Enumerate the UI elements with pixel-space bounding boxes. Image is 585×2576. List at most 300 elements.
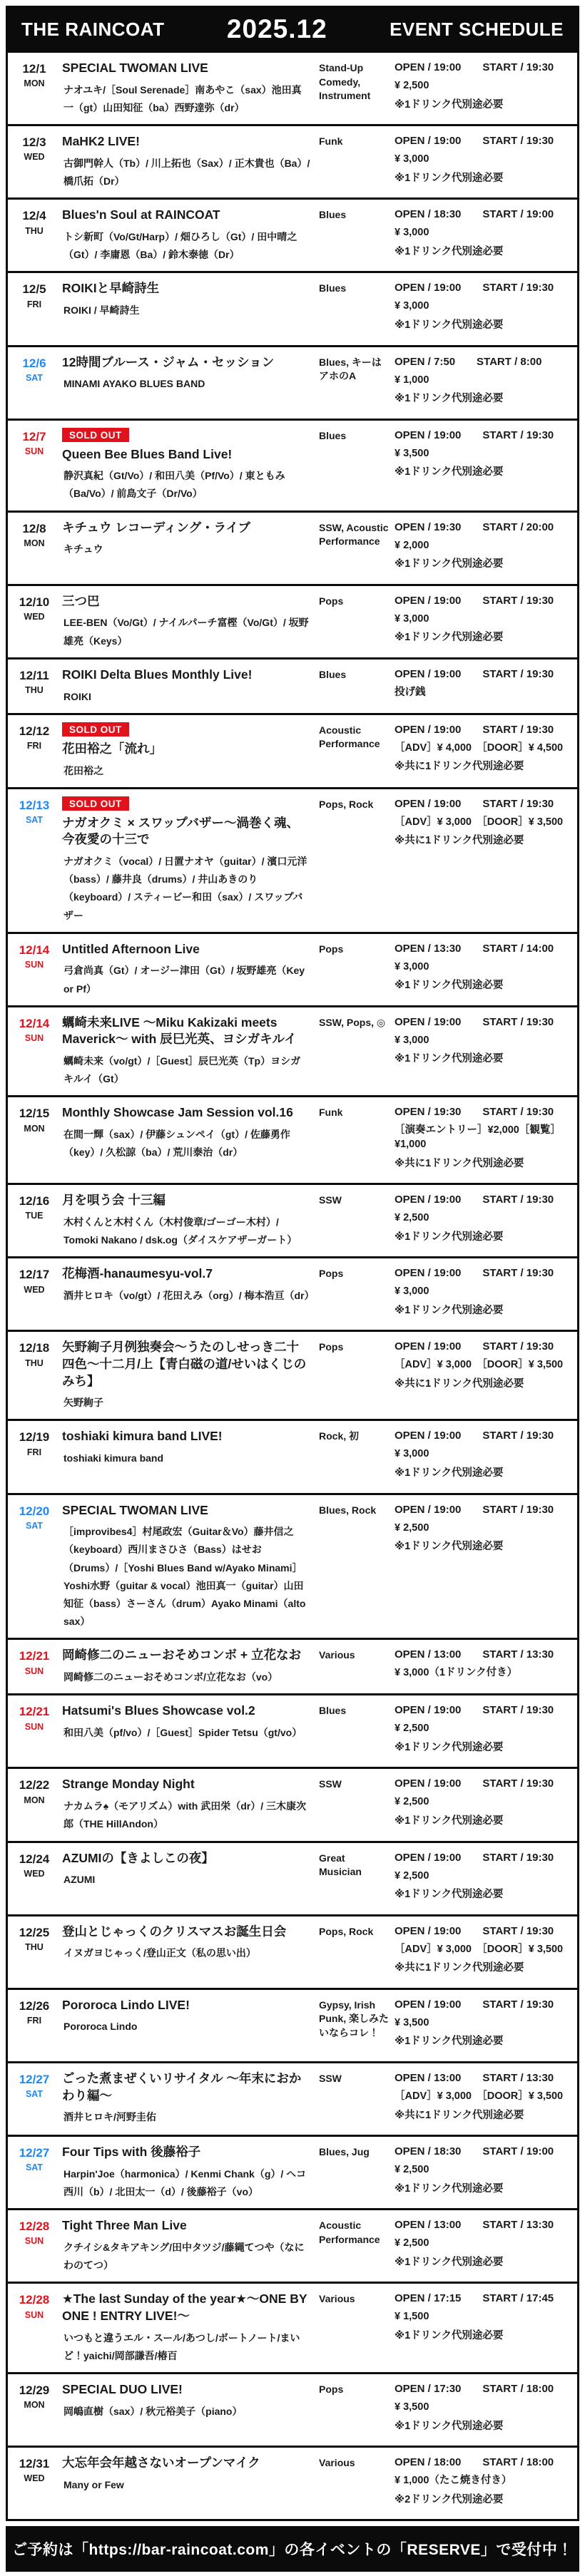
event-times <box>395 61 570 73</box>
event-times <box>395 2145 570 2157</box>
open-time: OPEN / 19:00 <box>395 723 462 736</box>
price-line: ¥ 3,000 <box>395 960 429 973</box>
event-date <box>12 520 56 577</box>
open-time: OPEN / 19:00 <box>395 667 462 680</box>
open-time: OPEN / 19:00 <box>395 429 462 441</box>
price-line: ¥ 3,000 <box>395 227 429 239</box>
open-time: OPEN / 19:00 <box>395 135 462 148</box>
price-lines <box>395 1447 570 1480</box>
weekday-label: SAT <box>25 2089 44 2100</box>
weekday-label: SUN <box>24 959 44 970</box>
open-time: OPEN / 19:30 <box>395 1106 462 1119</box>
event-main <box>56 2217 319 2274</box>
price-lines <box>395 2016 570 2049</box>
price-line: ※1ドリンク代別途必要 <box>395 1304 504 1316</box>
open-time: OPEN / 19:00 <box>395 1998 462 2011</box>
weekday-label: THU <box>25 1358 44 1368</box>
event-times <box>395 1998 570 2011</box>
event-title: Hatsumi's Blues Showcase vol.2 <box>62 1703 255 1718</box>
price-lines <box>395 447 570 480</box>
event-date <box>12 1850 56 1907</box>
event-main <box>56 2455 319 2512</box>
weekday-label: WED <box>24 2473 45 2484</box>
start-time: START / 19:30 <box>482 1998 554 2011</box>
weekday-label: SUN <box>24 2309 44 2320</box>
date-label: 12/6 <box>22 356 46 370</box>
event-times <box>395 1504 570 1516</box>
event-title: SPECIAL TWOMAN LIVE <box>62 1502 208 1517</box>
date-label: 12/20 <box>19 1504 50 1518</box>
start-time: START / 19:30 <box>482 797 554 810</box>
event-genre: Various <box>319 1649 355 1661</box>
date-label: 12/4 <box>22 209 46 223</box>
price-line: ※共に1ドリンク代別途必要 <box>395 1377 524 1390</box>
price-line: ※共に1ドリンク代別途必要 <box>395 1962 524 1974</box>
price-line: ［ADV］¥ 3,000 ［DOOR］¥ 3,500 <box>395 1943 564 1955</box>
event-info <box>395 1850 570 1907</box>
price-line: ※1ドリンク代別途必要 <box>395 2256 504 2268</box>
event-times <box>395 1106 570 1118</box>
date-label: 12/19 <box>19 1430 50 1444</box>
open-time: OPEN / 19:00 <box>395 594 462 607</box>
price-line: ※共に1ドリンク代別途必要 <box>395 835 524 847</box>
event-times <box>395 1340 570 1353</box>
start-time: START / 13:30 <box>482 2071 554 2084</box>
event-main <box>56 60 319 117</box>
price-line: ※1ドリンク代別途必要 <box>395 2036 504 2048</box>
price-line: ※1ドリンク代別途必要 <box>395 1541 504 1553</box>
event-date <box>12 2381 56 2438</box>
open-time: OPEN / 13:00 <box>395 2219 462 2232</box>
event-date <box>12 280 56 337</box>
event-times <box>395 2219 570 2231</box>
weekday-label: FRI <box>26 741 42 751</box>
event-info <box>395 2217 570 2274</box>
event-main <box>56 520 319 577</box>
price-lines <box>395 1211 570 1244</box>
event-performers: ROIKI / 早崎詩生 <box>63 304 140 316</box>
price-line: ¥ 2,000 <box>395 539 429 551</box>
event-performers: 岡崎修二のニューおそめコンボ/立花なお（vo） <box>63 1671 278 1683</box>
event-info <box>395 667 570 706</box>
date-label: 12/29 <box>19 2383 50 2397</box>
open-time: OPEN / 18:30 <box>395 2145 462 2158</box>
date-label: 12/10 <box>19 595 50 609</box>
event-row <box>8 1841 577 1914</box>
weekday-label: MON <box>24 2400 45 2411</box>
event-performers: ナオユキ/［Soul Serenade］南あやこ（sax）池田真一（gt）山田知征（ba）西野達弥（dr） <box>63 83 302 113</box>
event-row <box>8 124 577 197</box>
event-info <box>395 1192 570 1249</box>
event-title: ROIKI Delta Blues Monthly Live! <box>62 667 253 682</box>
event-date <box>12 1104 56 1176</box>
open-time: OPEN / 19:00 <box>395 1851 462 1864</box>
price-line: ※1ドリンク代別途必要 <box>395 98 504 111</box>
event-genre: Pops, Rock <box>319 798 374 810</box>
date-label: 12/26 <box>19 1998 50 2013</box>
event-table <box>6 53 579 2521</box>
event-genre: Blues, Rock <box>319 1504 377 1516</box>
event-info <box>395 1924 570 1981</box>
event-main <box>56 941 319 998</box>
price-line: ¥ 3,500 <box>395 447 429 459</box>
event-title: Strange Monday Night <box>62 1777 195 1792</box>
price-line: ※1ドリンク代別途必要 <box>395 1231 504 1243</box>
event-main <box>56 593 319 650</box>
price-line: ※1ドリンク代別途必要 <box>395 632 504 644</box>
event-row <box>8 1330 577 1419</box>
weekday-label: MON <box>24 1123 45 1134</box>
event-title: SPECIAL DUO LIVE! <box>62 2381 183 2396</box>
event-genre: SSW <box>319 1778 342 1790</box>
event-row <box>8 345 577 419</box>
price-line: ［ADV］¥ 3,000 ［DOOR］¥ 3,500 <box>395 816 564 828</box>
event-times <box>395 429 570 441</box>
price-line: ※1ドリンク代別途必要 <box>395 980 504 992</box>
price-lines <box>395 2401 570 2433</box>
event-title: 花田裕之「流れ」 <box>62 741 162 756</box>
event-date <box>12 1266 56 1323</box>
event-row <box>8 2446 577 2519</box>
price-line: ※1ドリンク代別途必要 <box>395 1815 504 1827</box>
event-info <box>395 428 570 503</box>
start-time: START / 19:30 <box>482 282 554 294</box>
event-main <box>56 2070 319 2128</box>
event-main <box>56 1015 319 1089</box>
event-times <box>395 208 570 220</box>
event-genre: Stand-Up Comedy, Instrument <box>319 62 371 102</box>
price-line: ※1ドリンク代別途必要 <box>395 393 504 405</box>
start-time: START / 20:00 <box>482 520 554 533</box>
price-lines <box>395 686 570 700</box>
event-row <box>8 584 577 657</box>
weekday-label: FRI <box>26 2016 42 2026</box>
weekday-label: THU <box>25 225 44 236</box>
weekday-label: MON <box>24 1795 45 1805</box>
schedule-month: 2025.12 <box>226 14 327 43</box>
price-lines <box>395 816 570 848</box>
price-line: ※1ドリンク代別途必要 <box>395 1467 504 1479</box>
start-time: START / 19:30 <box>482 1777 554 1790</box>
price-line: ¥ 2,500 <box>395 2164 429 2176</box>
open-time: OPEN / 18:00 <box>395 2456 462 2469</box>
event-genre: SSW <box>319 1194 342 1206</box>
open-time: OPEN / 19:00 <box>395 1777 462 1790</box>
event-date <box>12 2070 56 2128</box>
price-lines <box>395 1358 570 1391</box>
event-performers: LEE-BEN（Vo/Gt）/ ナイルパーチ富樫（Vo/Gt）/ 坂野雄亮（Keys） <box>63 617 309 647</box>
event-row <box>8 53 577 124</box>
start-time: START / 19:30 <box>482 1340 554 1353</box>
start-time: START / 19:30 <box>482 135 554 148</box>
event-date <box>12 1997 56 2054</box>
start-time: START / 19:30 <box>482 1430 554 1442</box>
price-line: ※2ドリンク代別途必要 <box>395 2493 504 2505</box>
start-time: START / 19:30 <box>482 61 554 73</box>
event-genre: Pops, Rock <box>319 1925 374 1937</box>
event-times <box>395 1852 570 1864</box>
start-time: START / 19:30 <box>482 1015 554 1028</box>
event-date <box>12 1502 56 1631</box>
event-row <box>8 419 577 510</box>
event-performers: イヌガヨじゃっく/登山正文（私の思い出） <box>63 1947 256 1959</box>
price-line: ※1ドリンク代別途必要 <box>395 2420 504 2432</box>
price-line: ¥ 3,500 <box>395 2016 429 2028</box>
event-main <box>56 1339 319 1412</box>
open-time: OPEN / 19:00 <box>395 1267 462 1280</box>
date-label: 12/25 <box>19 1925 50 1939</box>
event-genre: Funk <box>319 135 343 148</box>
event-row <box>8 2282 577 2372</box>
price-line: ¥ 2,500 <box>395 2237 429 2249</box>
event-genre: Blues <box>319 282 347 294</box>
event-title: Tight Three Man Live <box>62 2218 187 2233</box>
price-line: ¥ 3,500 <box>395 2401 429 2413</box>
event-main <box>56 1428 319 1485</box>
event-date <box>12 2291 56 2365</box>
event-title: 三つ巴 <box>62 593 100 608</box>
start-time: START / 19:30 <box>482 1194 554 1206</box>
date-label: 12/12 <box>19 724 50 738</box>
event-times <box>395 943 570 955</box>
weekday-label: TUE <box>25 1211 44 1221</box>
weekday-label: SUN <box>24 1666 44 1676</box>
date-label: 12/31 <box>19 2457 50 2471</box>
price-lines <box>395 2310 570 2343</box>
event-times <box>395 2292 570 2304</box>
event-title: ★The last Sunday of the year★〜ONE BY ONE ! ENTRY LIVE!〜 <box>62 2292 307 2323</box>
weekday-label: WED <box>24 1284 45 1295</box>
price-lines <box>395 612 570 645</box>
event-genre: Various <box>319 2457 355 2469</box>
start-time: START / 13:30 <box>482 1648 554 1661</box>
price-line: ※1ドリンク代別途必要 <box>395 1741 504 1753</box>
footer-bar <box>6 2526 579 2572</box>
date-label: 12/27 <box>19 2146 50 2160</box>
event-performers: 花田裕之 <box>63 764 103 776</box>
event-performers: 酒井ヒロキ（vo/gt）/ 花田えみ（org）/ 梅本浩亘（dr） <box>63 1289 315 1301</box>
event-performers: toshiaki kimura band <box>63 1452 164 1464</box>
event-info <box>395 1703 570 1760</box>
price-line: ※1ドリンク代別途必要 <box>395 466 504 478</box>
open-time: OPEN / 19:00 <box>395 1430 462 1442</box>
event-title: 矢野絢子月例独奏会〜うたのしせっき二十四色〜十二月/上【青白磁の道/せいはくじのみち】 <box>62 1340 307 1388</box>
event-info <box>395 1502 570 1631</box>
event-performers: Harpin'Joe（harmonica）/ Kenmi Chank（g）/ ヘコ西川（b）/ 北田太一（d）/ 後藤裕子（vo） <box>63 2167 307 2197</box>
start-time: START / 18:00 <box>482 2456 554 2469</box>
start-time: START / 19:30 <box>482 1924 554 1937</box>
date-label: 12/3 <box>22 135 46 150</box>
weekday-label: FRI <box>26 299 42 309</box>
event-genre: Gypsy, Irish Punk, 楽しみたいならコレ！ <box>319 1998 390 2038</box>
date-label: 12/14 <box>19 1016 50 1030</box>
event-genre: SSW, Pops, ◎ <box>319 1016 386 1028</box>
event-times <box>395 2456 570 2468</box>
event-date <box>12 1428 56 1485</box>
event-date <box>12 667 56 706</box>
weekday-label: SUN <box>24 1721 44 1732</box>
event-times <box>395 798 570 810</box>
event-row <box>8 2208 577 2282</box>
event-date <box>12 1339 56 1412</box>
price-line: ［ADV］¥ 4,000 ［DOOR］¥ 4,500 <box>395 742 564 754</box>
event-info <box>395 2381 570 2438</box>
event-info <box>395 60 570 117</box>
event-times <box>395 1430 570 1442</box>
venue-name: THE RAINCOAT <box>21 18 165 40</box>
event-info <box>395 722 570 780</box>
event-performers: Many or Few <box>63 2478 124 2490</box>
event-row <box>8 657 577 713</box>
event-times <box>395 356 570 368</box>
start-time: START / 19:30 <box>482 594 554 607</box>
event-performers: ［improvibes4］村尾政宏（Guitar＆Vo）藤井信之（keyboard）西川まさひさ（Bass）はせお（Drums）/［Yoshi Blues Band w/Ayako Minami］Yoshi水野（guitar & vocal）池田真一（guitar）山田知征（bass）さーさん（drum）Ayako Minami（alto sax） <box>63 1526 306 1628</box>
start-time: START / 13:30 <box>482 2219 554 2232</box>
event-times <box>395 1704 570 1716</box>
event-times <box>395 282 570 294</box>
price-lines <box>395 79 570 112</box>
event-times <box>395 1267 570 1279</box>
price-line: ¥ 3,000 <box>395 1286 429 1298</box>
date-label: 12/7 <box>22 429 46 443</box>
event-main <box>56 428 319 503</box>
price-line: ※1ドリンク代別途必要 <box>395 558 504 570</box>
event-info <box>395 593 570 650</box>
date-label: 12/13 <box>19 798 50 812</box>
price-lines <box>395 1869 570 1902</box>
price-line: ※1ドリンク代別途必要 <box>395 2329 504 2341</box>
event-row <box>8 787 577 932</box>
weekday-label: SUN <box>24 446 44 456</box>
event-row <box>8 1493 577 1638</box>
event-genre: Pops <box>319 595 344 607</box>
event-performers: ナカムラ♠（モアリズム）with 武田栄（dr）/ 三木康次郎（THE HillAndon） <box>63 1800 306 1830</box>
event-date <box>12 593 56 650</box>
weekday-label: THU <box>25 1941 44 1952</box>
weekday-label: SAT <box>25 2162 44 2173</box>
event-genre: Pops <box>319 943 344 955</box>
event-info <box>395 2291 570 2365</box>
weekday-label: SUN <box>24 2236 44 2247</box>
event-row <box>8 2135 577 2208</box>
event-performers: 弓倉尚真（Gt）/ オージー津田（Gt）/ 坂野雄亮（Key or Pf） <box>63 965 305 995</box>
event-date <box>12 1924 56 1981</box>
event-info <box>395 1776 570 1833</box>
event-performers: ナガオクミ（vocal）/ 日置ナオヤ（guitar）/ 濱口元洋（bass）/ 藤井良（drums）/ 井山あきのり（keyboard）/ スティービー和田（sax）/ スワップバザー <box>63 855 307 921</box>
event-title: Pororoca Lindo LIVE! <box>62 1997 190 2012</box>
event-main <box>56 1703 319 1760</box>
price-line: 投げ銭 <box>395 686 426 698</box>
start-time: START / 19:00 <box>482 2145 554 2158</box>
price-lines <box>395 2163 570 2196</box>
event-title: SPECIAL TWOMAN LIVE <box>62 61 208 75</box>
start-time: START / 17:45 <box>482 2292 554 2305</box>
event-date <box>12 354 56 411</box>
start-time: START / 18:00 <box>482 2382 554 2395</box>
event-performers: 岡嶋直樹（sax）/ 秋元裕美子（piano） <box>63 2405 243 2417</box>
event-times <box>395 1016 570 1028</box>
event-performers: いつもと違うエル・スール/あつし/ボートノート/まいど！yaichi/岡部謙吾/椿百 <box>63 2331 300 2361</box>
event-times <box>395 521 570 533</box>
event-info <box>395 1339 570 1412</box>
event-row <box>8 1767 577 1840</box>
event-genre: Blues <box>319 429 347 441</box>
event-main <box>56 133 319 190</box>
open-time: OPEN / 19:00 <box>395 1340 462 1353</box>
event-performers: 和田八美（pf/vo）/［Guest］Spider Tetsu（gt/vo） <box>63 1726 302 1738</box>
event-row <box>8 1914 577 1988</box>
open-time: OPEN / 13:00 <box>395 2071 462 2084</box>
date-label: 12/5 <box>22 282 46 297</box>
price-line: ¥ 2,500 <box>395 1869 429 1882</box>
price-lines <box>395 2474 570 2507</box>
event-performers: 矢野絢子 <box>63 1397 103 1409</box>
event-performers: キチュウ <box>63 543 103 555</box>
price-lines <box>395 1666 570 1680</box>
event-genre: Blues, Jug <box>319 2146 370 2158</box>
event-date <box>12 722 56 780</box>
event-date <box>12 133 56 190</box>
price-line: ¥ 2,500 <box>395 1796 429 1808</box>
event-row <box>8 932 577 1005</box>
event-main <box>56 1850 319 1907</box>
event-times <box>395 1194 570 1206</box>
event-title: Untitled Afternoon Live <box>62 941 200 956</box>
price-line: ¥ 2,500 <box>395 1212 429 1224</box>
price-line: ¥ 3,000 <box>395 612 429 625</box>
event-genre: Rock, 初 <box>319 1430 360 1442</box>
open-time: OPEN / 13:30 <box>395 942 462 955</box>
weekday-label: MON <box>24 538 45 548</box>
event-title: Blues'n Soul at RAINCOAT <box>62 207 220 222</box>
event-row <box>8 510 577 584</box>
price-line: ※共に1ドリンク代別途必要 <box>395 1157 524 1169</box>
price-line: ※1ドリンク代別途必要 <box>395 245 504 257</box>
open-time: OPEN / 19:00 <box>395 797 462 810</box>
event-row <box>8 1419 577 1492</box>
event-performers: クチイシ&タキアキング/田中タツジ/藤縄てつや（なにわのてつ） <box>63 2241 305 2271</box>
start-time: START / 19:30 <box>482 723 554 736</box>
event-genre: Various <box>319 2293 355 2305</box>
price-line: ※1ドリンク代別途必要 <box>395 1053 504 1065</box>
event-main <box>56 2381 319 2438</box>
event-row <box>8 1256 577 1330</box>
price-line: ※1ドリンク代別途必要 <box>395 319 504 331</box>
reservation-notice: ご予約は「https://bar-raincoat.com」の各イベントの「RESERVE」で受付中！ <box>12 2542 573 2559</box>
event-row <box>8 1988 577 2061</box>
event-info <box>395 2455 570 2512</box>
event-info <box>395 1997 570 2054</box>
event-date <box>12 2217 56 2274</box>
price-lines <box>395 742 570 774</box>
event-genre: Blues <box>319 668 347 680</box>
date-label: 12/21 <box>19 1649 50 1663</box>
event-performers: 蠣崎未来（vo/gt）/［Guest］辰巳光英（Tp）ヨシガキルイ（Gt） <box>63 1055 301 1085</box>
weekday-label: WED <box>24 612 45 622</box>
event-title: 蠣崎未来LIVE 〜Miku Kakizaki meets Maverick〜 with 辰巳光英、ヨシガキルイ <box>62 1015 297 1047</box>
sold-out-badge: SOLD OUT <box>62 722 129 737</box>
event-performers: 古御門幹人（Tb）/ 川上拓也（Sax）/ 正木貴也（Ba）/ 橋爪拓（Dr） <box>63 157 310 187</box>
price-line: ¥ 1,000 <box>395 374 429 386</box>
event-date <box>12 1015 56 1089</box>
event-date <box>12 2455 56 2512</box>
date-label: 12/1 <box>22 62 46 76</box>
date-label: 12/17 <box>19 1268 50 1282</box>
weekday-label: THU <box>25 685 44 696</box>
event-info <box>395 941 570 998</box>
event-info <box>395 354 570 411</box>
start-time: START / 19:00 <box>482 208 554 221</box>
